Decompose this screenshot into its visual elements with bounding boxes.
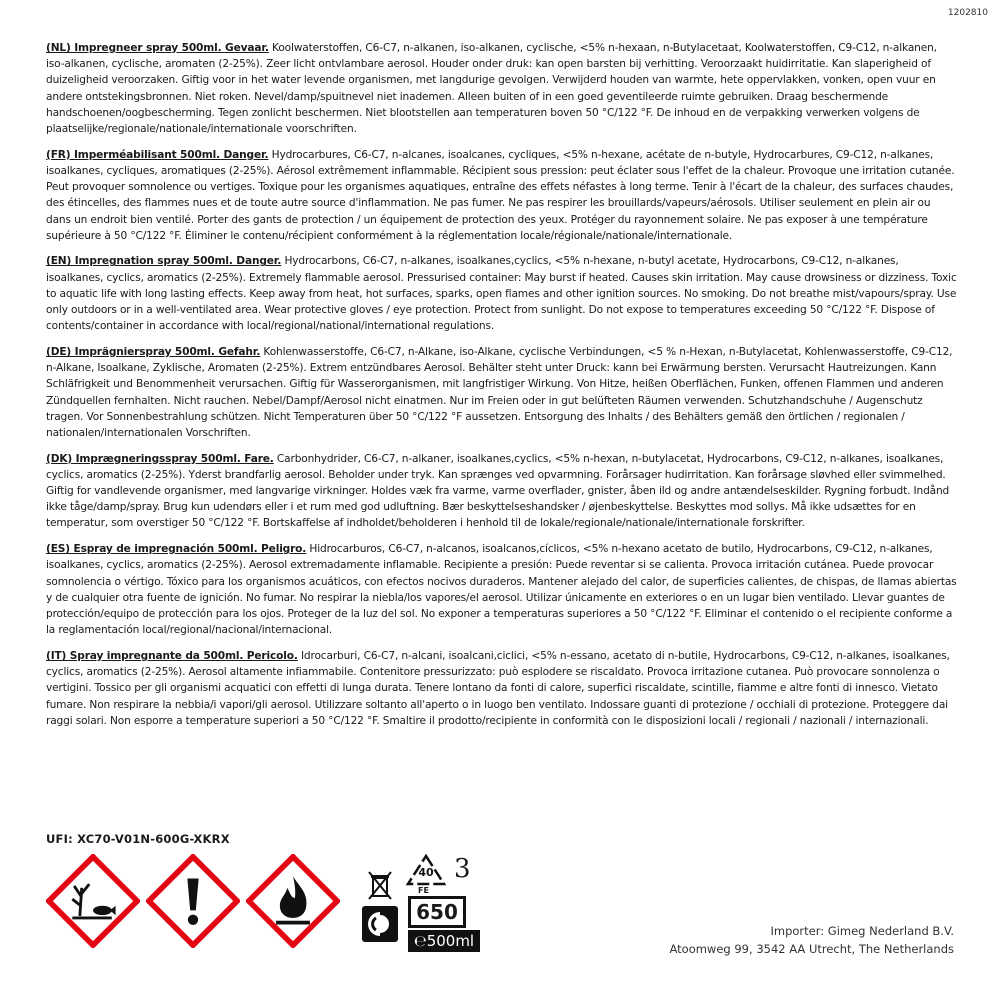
crossed-bin-icon — [368, 870, 392, 900]
aerosol-mark: 3 — [454, 854, 471, 884]
section-it — [46, 648, 958, 729]
section-body: Kohlenwasserstoffe, C6-C7, n-Alkane, iso-Alkane, cyclische Verbindungen, <5 % n-Hexan, n-Butylacetat, Kohlenwasserstoffe, C9-C12, n-Alkane, Isoalkane, Zyklische, Aromaten (2-25%). Extrem entzündbares Aerosol. Behälter steht unter Druck: kann bei Erwärmung bersten. Verursacht Hautreizungen. Kann Schläfrigkeit und Benommenheit verursachen. Giftig für Wasserorganismen, mit langfristiger Wirkung. Von Hitze, heißen Oberflächen, Funken, offenen Flammen und anderen Zündquellen fernhalten. Nicht rauchen. Nebel/Dampf/Aerosol nicht einatmen. Nur im Freien oder in gut belüfteten Räumen verwenden. Schutzhandschuhe / Augenschutz tragen. Vor Sonnenbestrahlung schützen. Nicht Temperaturen über 50 °C/122 °F aussetzen. Entsorgung des Inhalts / des Behälters gemäß den örtlichen / regionalen / nationalen/internationalen Vorschriften. — [46, 345, 953, 439]
section-dk — [46, 451, 958, 532]
section-body: Hydrocarbons, C6-C7, n-alkanes, isoalkanes,cyclics, <5% n-hexane, n-butyl acetate, Hydrocarbons, C9-C12, n-alkanes, isoalkanes, cyclics, aromatics (2-25%). Extremely flammable aerosol. Pressurised container: May burst if heated. Causes skin irritation. May cause drowsiness or dizziness. Toxic to aquatic life with long lasting effects. Keep away from heat, hot surfaces, sparks, open flames and other ignition sources. No smoking. Do not breathe mist/vapours/spray. Use only outdoors or in a well-ventilated area. Wear protective gloves / eye protection. Protect from sunlight. Do not expose to temperatures exceeding 50 °C/122 °F. Dispose of contents/container in accordance with local/regional/national/international regulations. — [46, 255, 957, 333]
section-fr — [46, 147, 958, 244]
flame-hazard-icon — [246, 854, 340, 948]
importer-info — [669, 922, 954, 958]
recycle-code: 40 — [418, 866, 434, 879]
exclamation-hazard-icon — [146, 854, 240, 948]
section-body: Koolwaterstoffen, C6-C7, n-alkanen, iso-alkanen, cyclische, <5% n-hexaan, n-Butylacetaat, Koolwaterstoffen, C9-C12, n-alkanen, iso-alkanen, cyclische, aromaten (2-25%). Zeer licht ontvlambare aerosol. Houder onder druk: kan open barsten bij verhitting. Veroorzaakt huidirritatie. Kan slaperigheid of duizeligheid veroorzaken. Giftig voor in het water levende organismen, met langdurige gevolgen. Verwijderd houden van warmte, hete oppervlakken, vonken, open vuur en andere ontstekingsbronnen. Niet roken. Nevel/damp/spuitnevel niet inademen. Alleen buiten of in een goed geventileerde ruimte gebruiken. Draag beschermende handschoenen/oogbescherming. Tegen zonlicht beschermen. Niet blootstellen aan temperaturen boven 50 °C/122 °F. De inhoud en de verpakking verwerken volgens de plaatselijke/regionale/nationale/internationale voorschriften. — [46, 42, 937, 136]
section-heading: (DK) Imprægneringsspray 500ml. Fare. — [46, 452, 274, 465]
section-body: Hidrocarburos, C6-C7, n-alcanos, isoalcanos,cíclicos, <5% n-hexano acetato de butilo, Hydrocarbons, C9-C12, n-alkanes, isoalkanes, cyclics, aromatics (2-25%). Aerosol extremadamente inflamable. Recipiente a presión: Puede reventar si se calienta. Provoca irritación cutánea. Puede provocar somnolencia o vértigo. Tóxico para los organismos acuáticos, con efectos nocivos duraderos. Mantener alejado del calor, de superficies calientes, de chispas, de llamas abiertas y de cualquier otra fuente de ignición. No fumar. No respirar la niebla/los vapores/el aerosol. Utilizar únicamente en exteriores o en un lugar bien ventilado. Llevar guantes de protección/equipo de protección para los ojos. Proteger de la luz del sol. No exponer a temperaturas superiores a 50 °C/122 °F. Eliminar el contenido o el recipiente conforme a la reglamentación local/regional/nacional/internacional. — [46, 543, 957, 637]
volume-badge: ℮500ml — [408, 930, 480, 952]
safety-text-sections — [46, 40, 958, 738]
ghs-pictograms — [46, 854, 340, 948]
section-body: Idrocarburi, C6-C7, n-alcani, isoalcani,ciclici, <5% n-essano, acetato di n-butile, Hydrocarbons, C9-C12, n-alkanes, isoalkanes, cyclics, aromatics (2-25%). Aerosol altamente infiammabile. Contenitore pressurizzato: può esplodere se riscaldato. Provoca irritazione cutanea. Può provocare sonnolenza o vertigini. Tossico per gli organismi acquatici con effetti di lunga durata. Tenere lontano da fonti di calore, superfici riscaldate, scintille, fiamme e altre fonti di innesco. Vietato fumare. Non respirare la nebbia/i vapori/gli aerosol. Utilizzare soltanto all'aperto o in luogo ben ventilato. Indossare guanti di protezione / occhiali di protezione. Proteggere dai raggi solari. Non esporre a temperature superiori a 50 °C/122 °F. Smaltire il prodotto/recipiente in conformità con le disposizioni locali / regionali / nazionali / internazionali. — [46, 649, 950, 727]
importer-name: Importer: Gimeg Nederland B.V. — [770, 924, 954, 938]
section-heading: (EN) Impregnation spray 500ml. Danger. — [46, 255, 282, 268]
section-heading: (ES) Espray de impregnación 500ml. Peligro. — [46, 543, 307, 556]
importer-address: Atoomweg 99, 3542 AA Utrecht, The Netherlands — [669, 942, 954, 956]
environment-hazard-icon — [46, 854, 140, 948]
section-heading: (NL) Impregneer spray 500ml. Gevaar. — [46, 42, 269, 54]
packaging-symbols — [358, 854, 488, 954]
ufi-code: UFI: XC70-V01N-600G-XKRX — [46, 832, 230, 846]
pressure-code: 650 — [408, 896, 466, 928]
section-heading: (FR) Imperméabilisant 500ml. Danger. — [46, 148, 269, 161]
recycle-triangle-icon — [406, 854, 446, 888]
section-heading: (DE) Imprägnierspray 500ml. Gefahr. — [46, 345, 261, 358]
section-body: Carbonhydrider, C6-C7, n-alkaner, isoalkanes,cyclics, <5% n-hexan, n-butylacetat, Hydrocarbons, C9-C12, n-alkanes, isoalkanes, cyclics, aromatics (2-25%). Yderst brandfarlig aerosol. Beholder under tryk. Kan sprænges ved opvarmning. Forårsager hudirritation. Kan forårsage sløvhed eller svimmelhed. Giftig for vandlevende organismer, med langvarige virkninger. Holdes væk fra varme, varme overflader, gnister, åben ild og andre antændelseskilder. Rygning forbudt. Indånd ikke tåge/damp/spray. Brug kun udendørs eller i et rum med god udluftning. Bær beskyttelseshandsker / øjenbeskyttelse. Beskyttes mod sollys. Må ikke udsættes for en temperatur, som overstiger 50 °C/122 °F. Bortskaffelse af indholdet/beholderen i henhold til de lokale/regionale/nationale/internationale forskrifter. — [46, 452, 950, 530]
section-heading: (IT) Spray impregnante da 500ml. Pericolo. — [46, 649, 298, 662]
section-es — [46, 541, 958, 638]
section-body: Hydrocarbures, C6-C7, n-alcanes, isoalcanes, cycliques, <5% n-hexane, acétate de n-butyle, Hydrocarbures, C9-C12, n-alkanes, isoalkanes, cycliques, aromatiques (2-25%). Aérosol extrêmement inflammable. Récipient sous pression: peut éclater sous l'effet de la chaleur. Provoque une irritation cutanée. Peut provoquer somnolence ou vertiges. Toxique pour les organismes aquatiques, entraîne des effets néfastes à long terme. Tenir à l'écart de la chaleur, des surfaces chaudes, des étincelles, des flammes nues et de toute autre source d'inflammation. Ne pas fumer. Ne pas respirer les brouillards/vapeurs/aérosols. Utiliser seulement en plein air ou dans un endroit bien ventilé. Porter des gants de protection / un équipement de protection des yeux. Protéger du rayonnement solaire. Ne pas exposer à une température supérieure à 50 °C/122 °F. Éliminer le contenu/récipient conformément à la réglementation locale/régionale/nationale/internationale. — [46, 148, 955, 242]
section-en — [46, 253, 958, 334]
section-nl — [46, 40, 958, 137]
section-de — [46, 344, 958, 441]
green-dot-icon — [362, 906, 398, 942]
recycle-material: FE — [418, 886, 429, 895]
label-code: 1202810 — [947, 8, 988, 18]
